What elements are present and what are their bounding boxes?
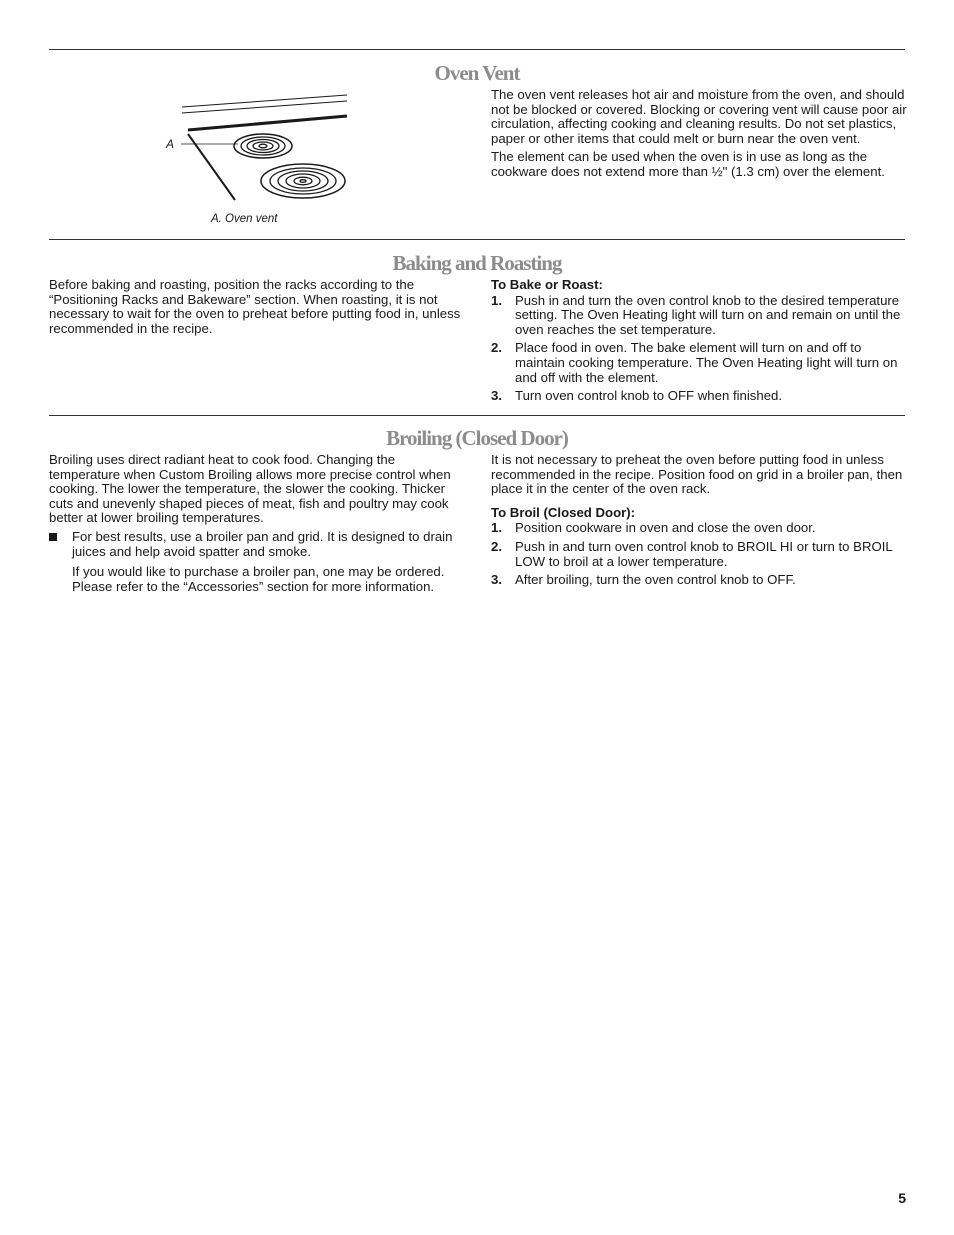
step-text: Turn oven control knob to OFF when finished. <box>515 388 783 404</box>
broil-step <box>491 573 907 588</box>
baking-rule <box>49 239 905 240</box>
baking-steps-column <box>491 278 907 408</box>
bake-step <box>491 389 907 404</box>
broil-step <box>491 521 907 536</box>
broiling-right-intro: It is not necessary to preheat the oven before putting food in unless recommended in the recipe. Position food on grid in a broiler pan, then place it in the center of the oven rack. <box>491 452 903 497</box>
broil-subheading: To Broil (Closed Door): <box>491 504 636 520</box>
oven-vent-illustration <box>160 90 360 215</box>
step-number: 3. <box>491 572 502 588</box>
step-text: Push in and turn the oven control knob to the desired temperature setting. The Oven Heating light will turn on and remain on until the oven reaches the set temperature. <box>515 292 901 337</box>
broiling-right-column <box>491 453 907 592</box>
oven-vent-figure <box>160 90 360 215</box>
baking-heading: Baking and Roasting <box>392 251 562 275</box>
broiling-intro-text: Broiling uses direct radiant heat to cook food. Changing the temperature when Custom Broiling allows more precise control when cooking. The lower the temperature, the slower the cooking. Thicker cuts and unevenly shaped pieces of meat, fish and poultry may cook better at lower broiling temperatures. <box>49 452 451 526</box>
bake-step <box>491 341 907 385</box>
step-text: Push in and turn oven control knob to BROIL HI or turn to BROIL LOW to broil at a lower temperature. <box>515 538 893 569</box>
broiling-left-column <box>49 453 463 598</box>
broiling-bullet-text: For best results, use a broiler pan and grid. It is designed to drain juices and help avoid spatter and smoke. <box>72 528 453 559</box>
oven-vent-heading: Oven Vent <box>434 61 520 85</box>
bake-steps <box>491 294 907 404</box>
figure-label-a: A <box>166 137 175 151</box>
broiling-bullet <box>49 530 463 559</box>
figure-caption: A. Oven vent <box>211 213 278 225</box>
bullet-square-icon <box>49 533 57 541</box>
broil-step <box>491 540 907 569</box>
oven-vent-paragraph-2: The element can be used when the oven is in use as long as the cookware does not extend more than ½" (1.3 cm) over the element. <box>491 149 885 179</box>
step-text: After broiling, turn the oven control knob to OFF. <box>515 572 796 588</box>
top-rule <box>49 49 905 50</box>
oven-vent-text <box>491 88 907 184</box>
step-number: 3. <box>491 388 502 404</box>
broil-steps <box>491 521 907 587</box>
broiling-heading: Broiling (Closed Door) <box>386 426 568 450</box>
step-text: Place food in oven. The bake element will turn on and off to maintain cooking temperature. The Oven Heating light will turn on and off with the element. <box>515 340 898 385</box>
broiling-bullet-note: If you would like to purchase a broiler pan, one may be ordered. Please refer to the “Accessories” section for more information. <box>72 564 445 594</box>
step-text: Position cookware in oven and close the oven door. <box>515 520 816 536</box>
step-number: 1. <box>491 520 502 536</box>
baking-intro-text: Before baking and roasting, position the racks according to the “Positioning Racks and Bakeware” section. When roasting, it is not necessary to wait for the oven to preheat before putting food in, unless recommended in the recipe. <box>49 277 461 336</box>
step-number: 2. <box>491 538 502 554</box>
bake-subheading: To Bake or Roast: <box>491 277 603 292</box>
oven-vent-paragraph-1: The oven vent releases hot air and moisture from the oven, and should not be blocked or covered. Blocking or covering vent will cause poor air circulation, affecting cooking and cleaning results. Do not set plastics, paper or other items that could melt or burn near the oven vent. <box>491 87 907 146</box>
bake-step <box>491 294 907 338</box>
baking-intro <box>49 278 463 340</box>
page-number: 5 <box>898 1190 906 1206</box>
broiling-rule <box>49 415 905 416</box>
step-number: 2. <box>491 340 502 356</box>
step-number: 1. <box>491 292 502 308</box>
